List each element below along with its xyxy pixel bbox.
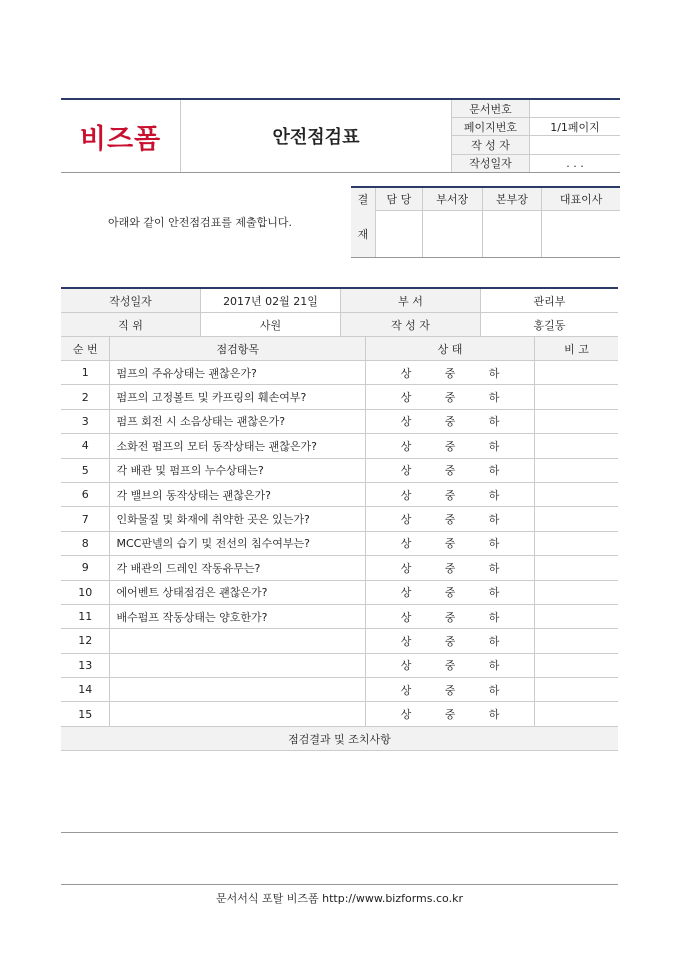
status-option[interactable]: 상: [400, 708, 412, 722]
status-option[interactable]: 하: [488, 366, 500, 380]
meta-value[interactable]: [530, 100, 621, 118]
status-option[interactable]: 하: [488, 708, 500, 722]
row-number: 10: [61, 580, 110, 604]
table-row: [61, 556, 618, 580]
row-item: [110, 702, 366, 726]
result-area[interactable]: [61, 750, 618, 833]
meta-label: 작성일자: [452, 154, 530, 172]
row-note[interactable]: [535, 458, 618, 482]
row-item: [110, 678, 366, 702]
table-row: [61, 434, 618, 458]
info-table: [61, 287, 618, 337]
header-item: 점검항목: [110, 337, 366, 361]
table-row: [61, 604, 618, 628]
signature-cell[interactable]: [376, 211, 423, 258]
row-number: 7: [61, 507, 110, 531]
date-label: 작성일자: [61, 288, 201, 313]
row-number: 8: [61, 531, 110, 555]
status-option[interactable]: 중: [444, 610, 456, 624]
row-note[interactable]: [535, 653, 618, 677]
row-note[interactable]: [535, 604, 618, 628]
row-number: 4: [61, 434, 110, 458]
meta-row-author: [452, 136, 621, 154]
status-option[interactable]: 중: [444, 561, 456, 575]
approval-role: 본부장: [482, 188, 542, 211]
row-note[interactable]: [535, 434, 618, 458]
header-status: 상 태: [366, 337, 535, 361]
row-note[interactable]: [535, 580, 618, 604]
table-row: [61, 653, 618, 677]
approval-side-bottom: 재: [351, 211, 376, 258]
row-status: [366, 531, 535, 555]
row-status: [366, 580, 535, 604]
meta-value[interactable]: . . .: [566, 156, 584, 170]
row-note[interactable]: [535, 385, 618, 409]
footer: 문서서식 포탈 비즈폼 http://www.bizforms.co.kr: [61, 884, 618, 906]
status-option[interactable]: 상: [400, 634, 412, 648]
row-status: [366, 604, 535, 628]
status-option[interactable]: 하: [488, 439, 500, 453]
status-option[interactable]: 중: [444, 659, 456, 673]
row-status: [366, 361, 535, 385]
status-option[interactable]: 하: [488, 415, 500, 429]
row-status: [366, 556, 535, 580]
status-option[interactable]: 중: [444, 439, 456, 453]
status-option[interactable]: 하: [488, 659, 500, 673]
status-option[interactable]: 상: [400, 537, 412, 551]
row-item: MCC판넬의 습기 및 전선의 침수여부는?: [110, 531, 366, 555]
approval-role: 대표이사: [542, 188, 620, 211]
checklist-table: [61, 337, 618, 751]
status-option[interactable]: 하: [488, 586, 500, 600]
row-note[interactable]: [535, 507, 618, 531]
table-row: [61, 678, 618, 702]
row-note[interactable]: [535, 556, 618, 580]
row-item: 소화전 펌프의 모터 동작상태는 괜찮은가?: [110, 434, 366, 458]
table-row: [61, 385, 618, 409]
row-item: 각 배관의 드레인 작동유무는?: [110, 556, 366, 580]
row-item: 에어벤트 상태점검은 괜찮은가?: [110, 580, 366, 604]
meta-value[interactable]: 1/1페이지: [530, 118, 621, 136]
status-option[interactable]: 상: [400, 513, 412, 527]
status-option[interactable]: 중: [444, 708, 456, 722]
table-row: [61, 409, 618, 433]
table-row: [61, 531, 618, 555]
status-option[interactable]: 하: [488, 391, 500, 405]
document-header: [61, 98, 620, 173]
approval-role: 담 당: [376, 188, 423, 211]
status-option[interactable]: 상: [400, 610, 412, 624]
meta-row-doc-number: [452, 100, 621, 118]
row-note[interactable]: [535, 409, 618, 433]
status-option[interactable]: 중: [444, 634, 456, 648]
signature-cell[interactable]: [422, 211, 482, 258]
row-status: [366, 434, 535, 458]
row-item: [110, 629, 366, 653]
row-note[interactable]: [535, 678, 618, 702]
row-item: 펌프의 고정볼트 및 카프링의 훼손여부?: [110, 385, 366, 409]
row-number: 3: [61, 409, 110, 433]
meta-label: 문서번호: [452, 100, 530, 118]
status-option[interactable]: 중: [444, 391, 456, 405]
row-number: 14: [61, 678, 110, 702]
row-number: 15: [61, 702, 110, 726]
document-meta: [451, 100, 620, 172]
meta-label: 작 성 자: [452, 136, 530, 154]
status-option[interactable]: 상: [400, 683, 412, 697]
row-note[interactable]: [535, 629, 618, 653]
status-option[interactable]: 중: [444, 488, 456, 502]
status-option[interactable]: 상: [400, 561, 412, 575]
row-status: [366, 507, 535, 531]
row-item: 배수펌프 작동상태는 양호한가?: [110, 604, 366, 628]
table-row: [61, 702, 618, 726]
signature-cell[interactable]: [482, 211, 542, 258]
row-number: 13: [61, 653, 110, 677]
row-status: [366, 482, 535, 506]
status-option[interactable]: 중: [444, 464, 456, 478]
status-option[interactable]: 상: [400, 659, 412, 673]
row-number: 5: [61, 458, 110, 482]
row-item: 펌프 회전 시 소음상태는 괜찮은가?: [110, 409, 366, 433]
approval-side-top: 결: [351, 188, 376, 211]
result-title: 점검결과 및 조치사항: [61, 726, 618, 750]
status-option[interactable]: 하: [488, 634, 500, 648]
status-option[interactable]: 중: [444, 586, 456, 600]
meta-label: 페이지번호: [452, 118, 530, 136]
row-status: [366, 385, 535, 409]
status-option[interactable]: 상: [400, 439, 412, 453]
header-no: 순 번: [61, 337, 110, 361]
row-item: 각 배관 및 펌프의 누수상태는?: [110, 458, 366, 482]
position-label: 직 위: [61, 313, 201, 337]
row-item: 인화물질 및 화재에 취약한 곳은 있는가?: [110, 507, 366, 531]
status-option[interactable]: 상: [400, 488, 412, 502]
date-value[interactable]: 2017년 02월 21일: [201, 288, 341, 313]
signature-cell[interactable]: [542, 211, 620, 258]
dept-value[interactable]: 관리부: [481, 288, 619, 313]
meta-value[interactable]: [530, 136, 621, 154]
row-note[interactable]: [535, 531, 618, 555]
meta-row-page-number: [452, 118, 621, 136]
status-option[interactable]: 하: [488, 683, 500, 697]
row-note[interactable]: [535, 482, 618, 506]
page-title: 안전점검표: [272, 127, 360, 148]
status-option[interactable]: 상: [400, 415, 412, 429]
row-item: 각 밸브의 동작상태는 괜찮은가?: [110, 482, 366, 506]
intro-text: 아래와 같이 안전점검표를 제출합니다.: [108, 216, 293, 229]
row-number: 2: [61, 385, 110, 409]
row-status: [366, 409, 535, 433]
approval-box: [351, 186, 620, 258]
row-status: [366, 629, 535, 653]
row-note[interactable]: [535, 361, 618, 385]
bizforms-logo: 비즈폼: [61, 100, 181, 172]
status-option[interactable]: 중: [444, 537, 456, 551]
status-option[interactable]: 중: [444, 366, 456, 380]
status-option[interactable]: 중: [444, 513, 456, 527]
meta-row-date: [452, 154, 621, 172]
table-row: [61, 482, 618, 506]
writer-value[interactable]: 홍길동: [481, 313, 619, 337]
table-row: [61, 361, 618, 385]
status-option[interactable]: 하: [488, 610, 500, 624]
status-option[interactable]: 상: [400, 391, 412, 405]
row-number: 6: [61, 482, 110, 506]
row-status: [366, 458, 535, 482]
approval-role: 부서장: [422, 188, 482, 211]
dept-label: 부 서: [341, 288, 481, 313]
row-status: [366, 678, 535, 702]
status-option[interactable]: 하: [488, 464, 500, 478]
table-row: [61, 507, 618, 531]
status-option[interactable]: 상: [400, 366, 412, 380]
table-row: [61, 580, 618, 604]
status-option[interactable]: 중: [444, 415, 456, 429]
row-status: [366, 702, 535, 726]
status-option[interactable]: 하: [488, 561, 500, 575]
row-number: 12: [61, 629, 110, 653]
writer-label: 작 성 자: [341, 313, 481, 337]
row-number: 11: [61, 604, 110, 628]
position-value[interactable]: 사원: [201, 313, 341, 337]
table-row: [61, 458, 618, 482]
status-option[interactable]: 상: [400, 464, 412, 478]
row-note[interactable]: [535, 702, 618, 726]
status-option[interactable]: 중: [444, 683, 456, 697]
header-note: 비 고: [535, 337, 618, 361]
status-option[interactable]: 하: [488, 537, 500, 551]
row-number: 1: [61, 361, 110, 385]
table-row: [61, 629, 618, 653]
row-item: 펌프의 주유상태는 괜찮은가?: [110, 361, 366, 385]
status-option[interactable]: 하: [488, 513, 500, 527]
row-item: [110, 653, 366, 677]
status-option[interactable]: 상: [400, 586, 412, 600]
row-number: 9: [61, 556, 110, 580]
row-status: [366, 653, 535, 677]
status-option[interactable]: 하: [488, 488, 500, 502]
